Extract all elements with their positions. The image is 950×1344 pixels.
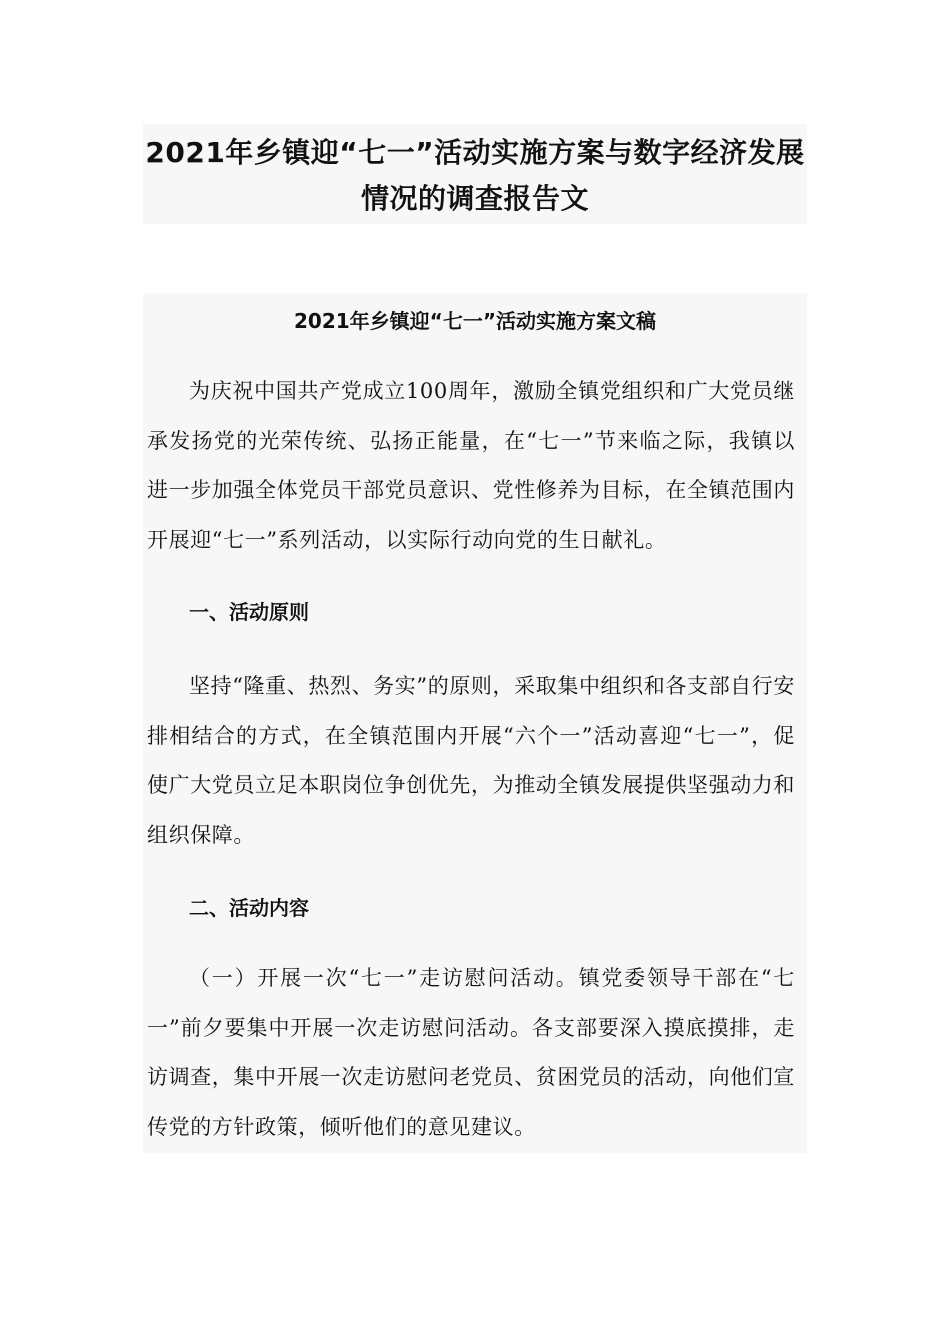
principles-paragraph: 坚持“隆重、热烈、务实”的原则，采取集中组织和各支部自行安排相结合的方式，在全镇范围内开展“六个一”活动喜迎“七一”，促使广大党员立足本职岗位争创优先，为推动全镇发展提供坚强动力和组织保障。 (147, 674, 795, 847)
intro-paragraph: 为庆祝中国共产党成立100周年，激励全镇党组织和广大党员继承发扬党的光荣传统、弘扬正能量，在“七一”节来临之际，我镇以进一步加强全体党员干部党员意识、党性修养为目标，在全镇范围内开展迎“七一”系列活动，以实际行动向党的生日献礼。 (147, 379, 795, 552)
section-heading-principles: 一、活动原则 (189, 600, 309, 624)
document-title: 2021年乡镇迎“七一”活动实施方案与数字经济发展情况的调查报告文 (145, 136, 805, 215)
section-heading-content: 二、活动内容 (189, 896, 309, 920)
document-body (143, 293, 807, 1153)
section-subtitle: 2021年乡镇迎“七一”活动实施方案文稿 (294, 309, 656, 333)
title-block (143, 124, 807, 224)
content-item-paragraph: （一）开展一次“七一”走访慰问活动。镇党委领导干部在“七一”前夕要集中开展一次走访慰问活动。各支部要深入摸底摸排，走访调查，集中开展一次走访慰问老党员、贫困党员的活动，向他们宣传党的方针政策，倾听他们的意见建议。 (147, 966, 795, 1139)
